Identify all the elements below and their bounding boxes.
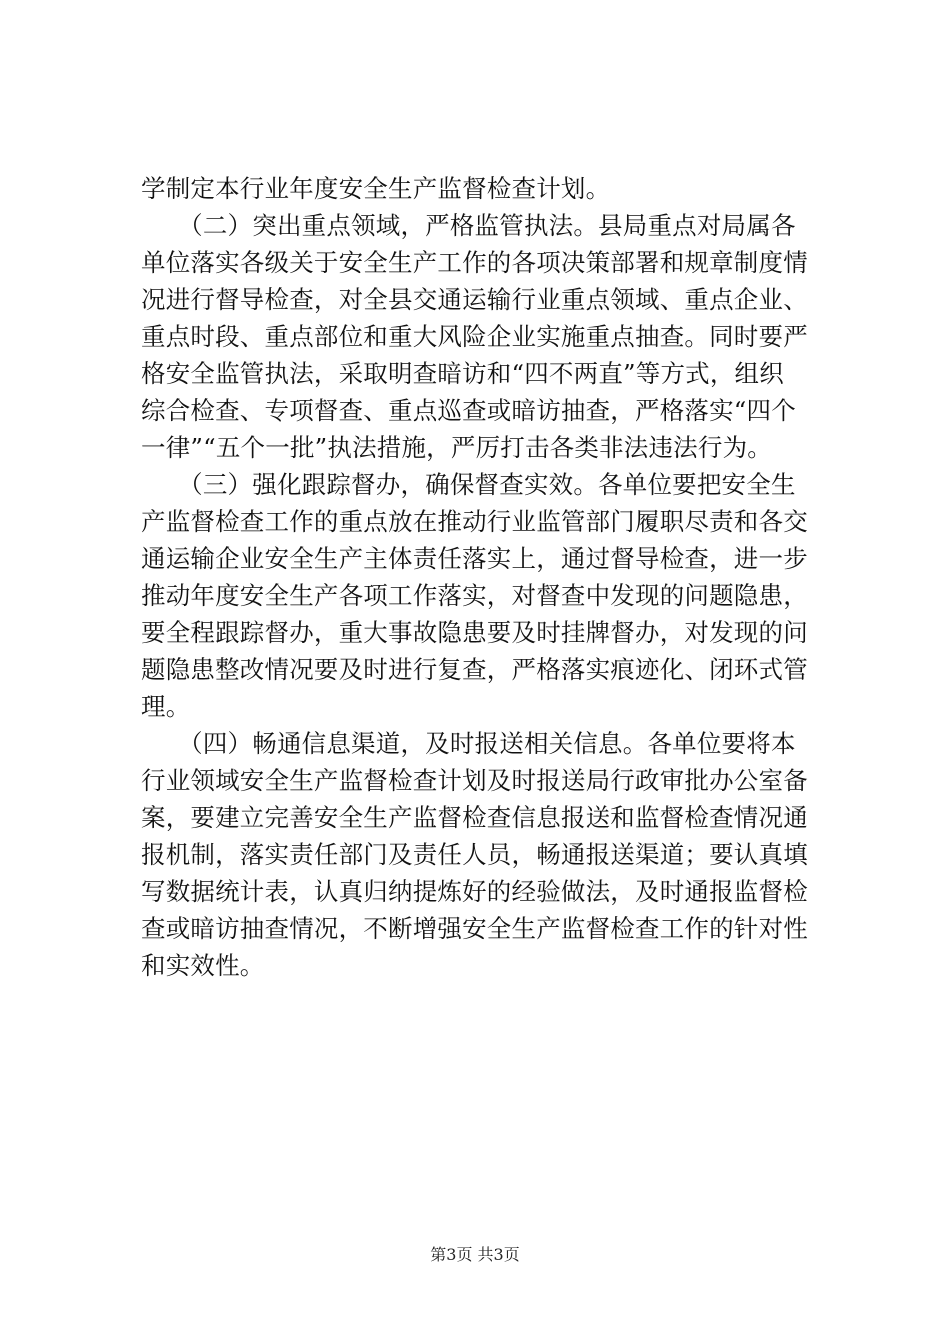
text-line: （二）突出重点领域，严格监管执法。县局重点对局属各 <box>141 211 796 240</box>
text-line: （三）强化跟踪督办，确保督查实效。各单位要把安全生 <box>141 470 796 499</box>
text-line: （四）畅通信息渠道，及时报送相关信息。各单位要将本 <box>141 729 796 758</box>
text-line: 一律”“五个一批”执法措施，严厉打击各类非法违法行为。 <box>141 433 772 462</box>
text-line: 推动年度安全生产各项工作落实，对督查中发现的问题隐患， <box>141 581 808 610</box>
text-line: 重点时段、重点部位和重大风险企业实施重点抽查。同时要严 <box>141 322 808 351</box>
text-line: 查或暗访抽查情况，不断增强安全生产监督检查工作的针对性 <box>141 914 808 943</box>
text-line: 单位落实各级关于安全生产工作的各项决策部署和规章制度情 <box>141 248 808 277</box>
text-line: 理。 <box>141 692 191 721</box>
text-line: 要全程跟踪督办，重大事故隐患要及时挂牌督办，对发现的问 <box>141 618 808 647</box>
text-line: 综合检查、专项督查、重点巡查或暗访抽查，严格落实“四个 <box>141 396 796 425</box>
text-line: 写数据统计表，认真归纳提炼好的经验做法，及时通报监督检 <box>141 877 808 906</box>
text-line: 题隐患整改情况要及时进行复查，严格落实痕迹化、闭环式管 <box>141 655 808 684</box>
text-line: 况进行督导检查，对全县交通运输行业重点领域、重点企业、 <box>141 285 808 314</box>
text-line: 学制定本行业年度安全生产监督检查计划。 <box>141 174 611 203</box>
text-line: 通运输企业安全生产主体责任落实上，通过督导检查，进一步 <box>141 544 808 573</box>
text-line: 格安全监管执法，采取明查暗访和“四不两直”等方式，组织 <box>141 359 784 388</box>
page-number-footer: 第3页 共3页 <box>430 1245 520 1264</box>
text-line: 产监督检查工作的重点放在推动行业监管部门履职尽责和各交 <box>141 507 808 536</box>
text-line: 报机制，落实责任部门及责任人员，畅通报送渠道；要认真填 <box>141 840 808 869</box>
text-line: 案，要建立完善安全生产监督检查信息报送和监督检查情况通 <box>141 803 808 832</box>
text-line: 行业领域安全生产监督检查计划及时报送局行政审批办公室备 <box>141 766 808 795</box>
document-body <box>141 170 831 984</box>
text-line: 和实效性。 <box>141 951 265 980</box>
